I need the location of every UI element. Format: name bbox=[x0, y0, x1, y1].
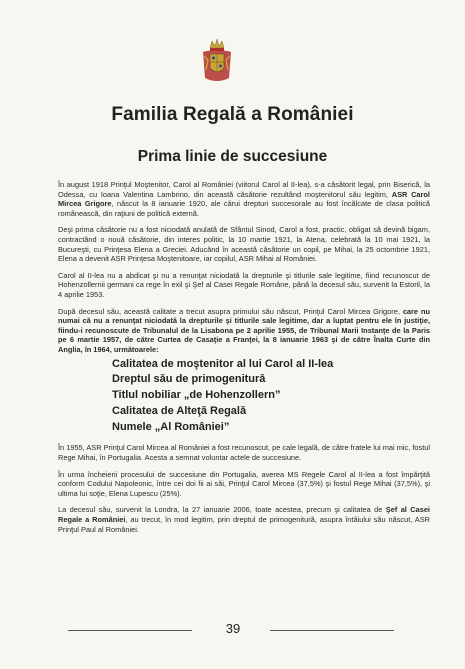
paragraph-7-text-a: La decesul său, survenit la Londra, la 27 ianuarie 2006, toate acestea, precum şi calitatea de bbox=[58, 505, 386, 515]
paragraph-7-bold: Şef al Casei Regale a României bbox=[58, 505, 430, 525]
footer-rule-right bbox=[270, 630, 394, 631]
recognized-titles-list bbox=[112, 357, 430, 436]
page-number: 39 bbox=[225, 621, 241, 636]
paragraph-1 bbox=[58, 180, 430, 218]
paragraph-4 bbox=[58, 307, 430, 355]
paragraph-1-bold: ASR Carol Mircea Grigore bbox=[58, 189, 430, 209]
paragraph-1-text-c: , născut la 8 ianuarie 1920, ale cărui drepturi succesorale au fost încălcate de clasa politică românească, din raţiuni de politică externă. bbox=[58, 199, 430, 218]
paragraph-7-text-c: , au trecut, în mod legitim, prin dreptul de primogenitură, asupra întâiului său născut, ASR Prinţul Paul al României. bbox=[58, 515, 431, 534]
recognized-title-item: Calitatea de Alteţă Regală bbox=[112, 404, 247, 417]
paragraph-4-bold: care nu numai că nu a renunţat niciodată la drepturile şi titlurile sale legitime, dar a luptat pentru ele în justiţie, fiindu-i recunoscute de Tribunalul de la Lisabona pe 2 aprilie 1955, de Tribunal Marii Instanţe de la Paris pe 6 martie 1957, de către Curtea de Casaţie a Franţei, la 8 ianuarie 1963 şi de către Înalta Curte din Anglia, în 1964, următoarele: bbox=[58, 306, 430, 354]
page-title: Familia Regală a României bbox=[111, 104, 354, 125]
recognized-title-item: Calitatea de moştenitor al lui Carol al II-lea bbox=[112, 357, 334, 370]
recognized-title-item: Titlul nobiliar „de Hohenzollern” bbox=[112, 389, 281, 402]
recognized-title-item: Numele „Al României” bbox=[112, 420, 230, 433]
recognized-title-item: Dreptul său de primogenitură bbox=[112, 373, 266, 386]
paragraph-6: În urma încheierii procesului de succesiune din Portugalia, averea MS Regele Carol al II-lea a fost împărţită conform Codului Napoleonic, între cei doi fii ai săi, Prinţul Carol Mircea (37,5%) şi fostul Rege Mihai (37,5%), şi ultima lui soţie, Elena Lupescu (25%). bbox=[58, 469, 430, 498]
paragraph-7 bbox=[58, 505, 430, 534]
paragraph-4-text-a: După decesul său, această calitate a trecut asupra primului său născut, Prinţul Carol Mircea Grigore, bbox=[58, 306, 403, 316]
paragraph-2: Deşi prima căsătorie nu a fost niciodată anulată de Sfântul Sinod, Carol a fost, practic, obligat să devină bigam, contractând o nouă căsătorie, din interes politic, la 10 martie 1921, la Atena, celebrată la 10 mai 1921, la Bucureşti, cu Prinţesa Elena a Greciei. Aducând în această căsătorie un copil, pe Mihai, la 25 octombrie 1921, Elena a devenit ASR Prinţesa Moştenitoare, iar copilul, ASR Mihai al României. bbox=[58, 225, 430, 264]
paragraph-1-text-a: În august 1918 Prinţul Moştenitor, Carol al României (viitorul Carol al II-lea), s-a căsătorit legal, prin Biserică, la Odessa, cu Ioana Valentina Lambrino, din această căsătorie rezultând moştenitorul său legitim, bbox=[58, 180, 430, 199]
page-subtitle: Prima linie de succesiune bbox=[137, 148, 328, 165]
royal-coat-of-arms-icon bbox=[200, 38, 234, 84]
paragraph-3: Carol al II-lea nu a abdicat şi nu a renunţat niciodată la drepturile şi titlurile sale legitime, fiind recunoscut de Hohenzollernii germani ca rege în exil şi Şef al Casei Regale Române, până la decesul său, survenit la Estoril, la 4 aprilie 1953. bbox=[58, 270, 430, 299]
paragraph-5: În 1955, ASR Prinţul Carol Mircea al României a fost recunoscut, pe cale legală, de către fratele lui mai mic, fostul Rege Mihai, în Portugalia. Acesta a semnat voluntar actele de succesiune. bbox=[58, 443, 430, 463]
article-body bbox=[58, 180, 430, 541]
footer-rule-left bbox=[68, 630, 192, 631]
